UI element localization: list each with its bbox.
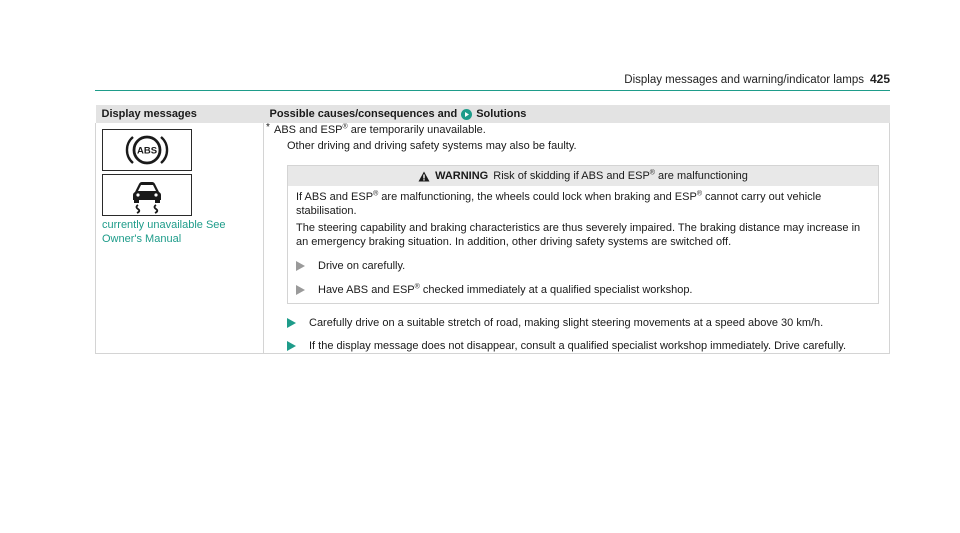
column-header-solutions-text: Solutions	[476, 108, 527, 120]
warning-body	[288, 186, 878, 303]
registered-mark: ®	[649, 169, 655, 177]
display-messages-table	[95, 105, 890, 354]
play-arrow-icon	[461, 109, 472, 120]
cause-text-pre: ABS and ESP	[274, 124, 343, 136]
warning-box	[287, 165, 879, 304]
cause-line	[264, 123, 889, 137]
cause-subtext: Other driving and driving safety systems may also be faulty.	[287, 140, 577, 152]
column-header-causes	[264, 105, 890, 123]
display-message-cell	[96, 123, 264, 354]
solution-step-2	[264, 339, 889, 353]
registered-mark: ®	[414, 283, 420, 291]
warning-header	[288, 166, 878, 186]
warning-heading	[493, 169, 748, 183]
warning-step-2-pre: Have ABS and ESP	[318, 284, 415, 296]
warning-step-2-post: checked immediately at a qualified specialist workshop.	[419, 284, 693, 296]
abs-warning-lamp-icon	[123, 133, 171, 167]
warning-paragraph-1	[296, 190, 870, 218]
warning-para1-post: cannot carry out vehicle stabilisation.	[296, 191, 822, 217]
registered-mark: ®	[373, 190, 379, 198]
warning-paragraph-2: The steering capability and braking characteristics are thus severely impaired. The braking distance may increase in an emergency braking situation. In addition, other driving safety systems are switched off.	[296, 222, 861, 248]
step-arrow-icon	[287, 339, 299, 351]
column-header-causes-text: Possible causes/consequences and	[269, 108, 458, 120]
solution-step-1-text: Carefully drive on a suitable stretch of road, making slight steering movements at a speed above 30 km/h.	[309, 317, 824, 329]
abs-icon-box	[102, 129, 192, 171]
warning-triangle-icon	[418, 171, 430, 182]
header-rule	[95, 90, 890, 91]
running-head-title: Display messages and warning/indicator lamps	[624, 74, 864, 86]
table-header-row	[96, 105, 890, 123]
table-row	[96, 123, 890, 354]
warning-step-2	[296, 283, 870, 297]
esp-icon-box	[102, 174, 192, 216]
page-number: 425	[869, 72, 890, 86]
causes-solutions-cell	[264, 123, 890, 354]
warning-step-1	[296, 259, 870, 273]
solution-step-2-text: If the display message does not disappear, consult a qualified specialist workshop immediately. Drive carefully.	[309, 340, 847, 352]
warning-step-2-text	[318, 283, 693, 297]
footnote-asterisk: *	[266, 122, 270, 133]
step-arrow-icon	[296, 283, 308, 295]
registered-mark: ®	[696, 190, 702, 198]
esp-skid-lamp-icon	[129, 176, 165, 214]
running-head	[624, 72, 890, 86]
warning-title: WARNING	[435, 170, 489, 182]
warning-heading-pre: Risk of skidding if ABS and ESP	[493, 170, 650, 182]
step-arrow-icon	[287, 316, 299, 328]
registered-mark: ®	[342, 123, 348, 131]
cause-text-post: are temporarily unavailable.	[347, 124, 486, 136]
warning-para1-pre: If ABS and ESP	[296, 191, 374, 203]
solution-step-1	[264, 316, 889, 330]
warning-heading-post: are malfunctioning	[654, 170, 748, 182]
svg-text:ABS: ABS	[136, 145, 158, 157]
warning-step-1-text: Drive on carefully.	[318, 260, 406, 272]
step-arrow-icon	[296, 259, 308, 271]
column-header-display-messages: Display messages	[96, 105, 264, 123]
message-text: currently unavailable See Owner's Manual	[102, 219, 226, 245]
warning-para1-mid: are malfunctioning, the wheels could lock when braking and ESP	[378, 191, 697, 203]
